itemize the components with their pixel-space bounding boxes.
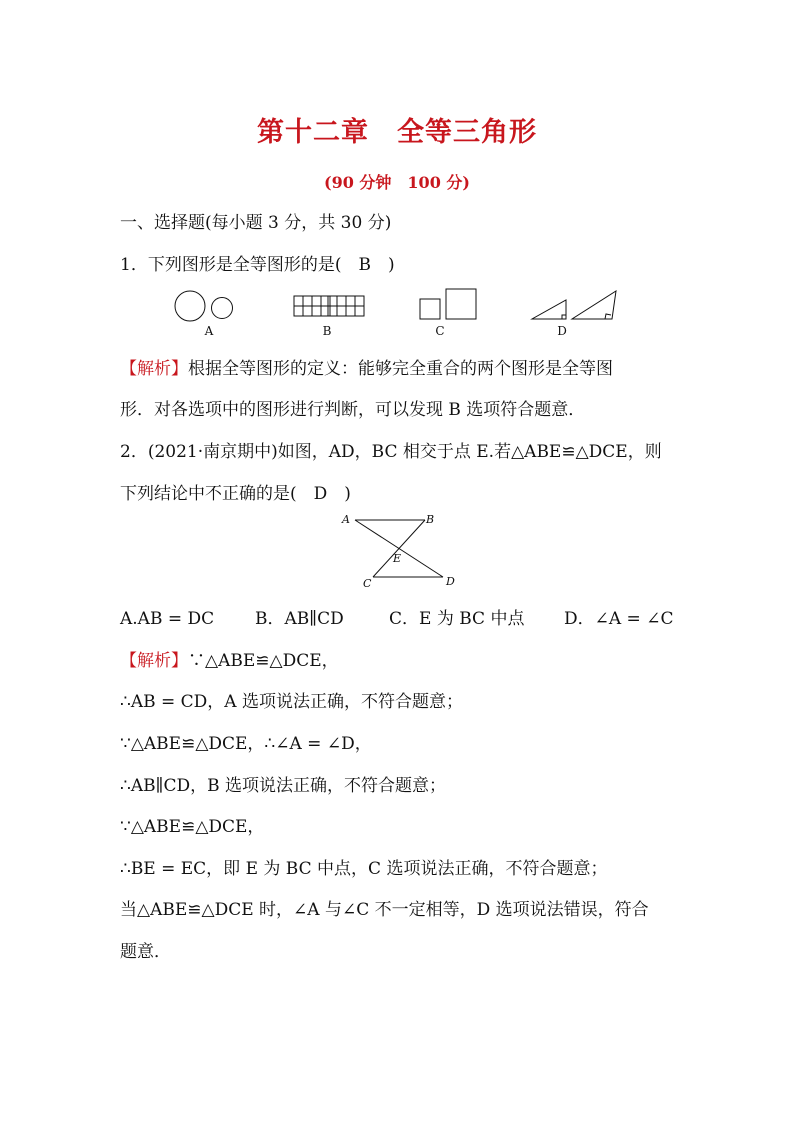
q2-analysis-line3: ∵△ABE≌△DCE，∴∠A = ∠D， [120, 734, 372, 754]
q2-analysis-line6: ∴BE = EC，即 E 为 BC 中点，C 选项说法正确，不符合题意； [120, 859, 608, 879]
point-a-label: A [342, 513, 350, 526]
q2-stem-line1: 2．(2021·南京期中)如图，AD，BC 相交于点 E.若△ABE≌△DCE，则 [120, 442, 662, 462]
q1-analysis-text1: 根据全等图形的定义：能够完全重合的两个图形是全等图 [188, 359, 613, 379]
time-score-subtitle: (90 分钟 100 分) [324, 173, 470, 192]
q1-option-a-label: A [204, 324, 214, 338]
point-e-label: E [393, 552, 402, 565]
q2-analysis-line5: ∵△ABE≌△DCE， [120, 817, 265, 837]
q2-option-d: D．∠A = ∠C [564, 609, 674, 629]
chapter-title: 第十二章 全等三角形 [257, 117, 537, 148]
point-c-label: C [363, 577, 372, 590]
q1-option-d-label: D [557, 324, 567, 338]
q2-analysis-line4: ∴AB∥CD，B 选项说法正确，不符合题意； [120, 776, 446, 796]
q2-analysis-line1 [120, 650, 339, 672]
point-d-label: D [446, 575, 455, 588]
q2-analysis-first: ∵△ABE≌△DCE， [188, 651, 339, 671]
q1-option-c-label: C [435, 324, 445, 338]
q1-stem: 1．下列图形是全等图形的是( B ) [120, 255, 395, 275]
q1-analysis-line2: 形．对各选项中的图形进行判断，可以发现 B 选项符合题意． [120, 400, 586, 420]
segment-bc [373, 520, 425, 577]
q2-analysis-line7: 当△ABE≌△DCE 时，∠A 与∠C 不一定相等，D 选项说法错误，符合 [120, 900, 649, 920]
section-heading: 一、选择题(每小题 3 分，共 30 分) [120, 213, 392, 233]
q2-analysis-tag: 【解析】 [120, 651, 188, 671]
point-b-label: B [426, 513, 435, 526]
q2-option-c: C．E 为 BC 中点 [389, 609, 525, 629]
q2-stem-line2: 下列结论中不正确的是( D ) [120, 484, 351, 504]
q2-option-a: A.AB = DC [120, 609, 215, 629]
q2-option-b: B．AB∥CD [255, 609, 344, 629]
q2-analysis-line8: 题意． [120, 942, 171, 962]
q1-analysis-tag: 【解析】 [120, 359, 188, 379]
q1-option-b-label: B [322, 324, 332, 338]
q2-analysis-line2: ∴AB = CD，A 选项说法正确，不符合题意； [120, 692, 463, 712]
